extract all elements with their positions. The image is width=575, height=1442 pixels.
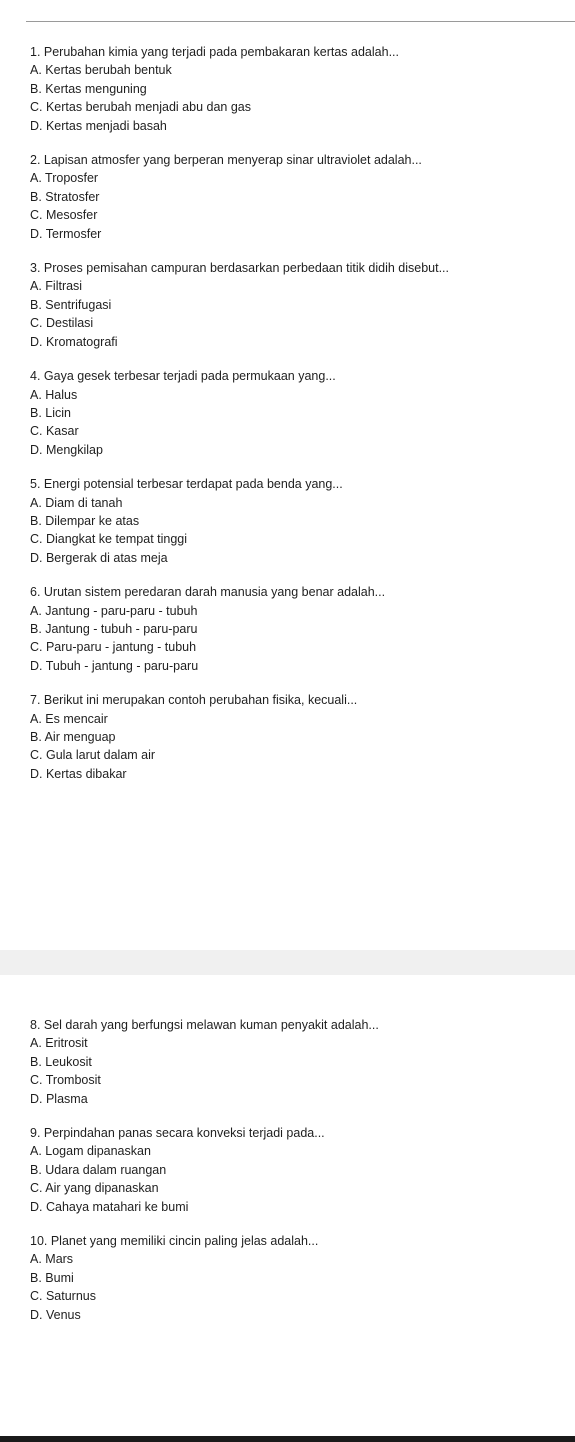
answer-option: C. Kasar: [30, 424, 79, 439]
answer-option: B. Kertas menguning: [30, 81, 147, 96]
answer-option: B. Sentrifugasi: [30, 297, 112, 312]
answer-option: A. Filtrasi: [30, 279, 83, 294]
question-block: [30, 43, 570, 135]
bottom-edge-bar: [0, 1436, 575, 1442]
answer-option: B. Air menguap: [30, 730, 116, 744]
answer-option: B. Leukosit: [30, 1054, 92, 1069]
answer-option: A. Mars: [30, 1252, 74, 1267]
question-text: 8. Sel darah yang berfungsi melawan kuman penyakit adalah...: [30, 1018, 379, 1032]
question-text: 4. Gaya gesek terbesar terjadi pada permukaan yang...: [30, 369, 336, 384]
answer-option: C. Mesosfer: [30, 208, 98, 223]
answer-option: A. Halus: [30, 387, 78, 402]
header-rule: [26, 21, 575, 22]
answer-option: C. Saturnus: [30, 1289, 97, 1304]
answer-option: C. Paru-paru - jantung - tubuh: [30, 640, 197, 655]
question-block: [30, 1016, 570, 1108]
question-block: [30, 1232, 570, 1324]
question-text: 9. Perpindahan panas secara konveksi terjadi pada...: [30, 1126, 325, 1141]
answer-option: B. Licin: [30, 405, 71, 420]
answer-option: D. Kertas menjadi basah: [30, 118, 167, 133]
question-text: 10. Planet yang memiliki cincin paling jelas adalah...: [30, 1234, 319, 1249]
answer-option: B. Udara dalam ruangan: [30, 1162, 167, 1177]
answer-option: D. Cahaya matahari ke bumi: [30, 1199, 189, 1214]
answer-option: A. Diam di tanah: [30, 495, 123, 510]
answer-option: D. Kromatografi: [30, 334, 118, 349]
question-text: 2. Lapisan atmosfer yang berperan menyerap sinar ultraviolet adalah...: [30, 153, 422, 168]
answer-option: D. Mengkilap: [30, 442, 103, 457]
answer-option: A. Logam dipanaskan: [30, 1144, 151, 1159]
question-list: [30, 1016, 570, 1340]
question-text: 6. Urutan sistem peredaran darah manusia yang benar adalah...: [30, 585, 386, 600]
answer-option: A. Eritrosit: [30, 1036, 88, 1051]
answer-option: B. Jantung - tubuh - paru-paru: [30, 621, 198, 636]
question-text: 3. Proses pemisahan campuran berdasarkan perbedaan titik didih disebut...: [30, 261, 450, 276]
question-block: [30, 259, 570, 351]
answer-option: D. Kertas dibakar: [30, 766, 127, 781]
answer-option: D. Termosfer: [30, 226, 102, 241]
answer-option: C. Diangkat ke tempat tinggi: [30, 532, 188, 547]
question-text: 1. Perubahan kimia yang terjadi pada pembakaran kertas adalah...: [30, 45, 399, 59]
answer-option: A. Jantung - paru-paru - tubuh: [30, 603, 198, 618]
question-block: [30, 151, 570, 243]
answer-option: D. Bergerak di atas meja: [30, 550, 168, 565]
question-block: [30, 691, 570, 783]
answer-option: C. Kertas berubah menjadi abu dan gas: [30, 100, 251, 115]
page-separator: [0, 950, 575, 975]
answer-option: B. Bumi: [30, 1270, 74, 1285]
answer-option: C. Gula larut dalam air: [30, 748, 156, 763]
answer-option: B. Dilempar ke atas: [30, 513, 140, 528]
answer-option: C. Air yang dipanaskan: [30, 1181, 159, 1196]
document-page-2: [0, 975, 575, 1436]
answer-option: C. Trombosit: [30, 1073, 101, 1088]
question-block: [30, 583, 570, 675]
question-text: 5. Energi potensial terbesar terdapat pada benda yang...: [30, 477, 343, 492]
answer-option: A. Troposfer: [30, 171, 99, 186]
answer-option: D. Venus: [30, 1307, 81, 1322]
answer-option: B. Stratosfer: [30, 189, 100, 204]
question-list: [30, 43, 570, 799]
answer-option: D. Plasma: [30, 1091, 88, 1106]
answer-option: A. Kertas berubah bentuk: [30, 63, 172, 78]
question-text: 7. Berikut ini merupakan contoh perubahan fisika, kecuali...: [30, 693, 358, 708]
question-block: [30, 1124, 570, 1216]
answer-option: C. Destilasi: [30, 316, 94, 331]
answer-option: D. Tubuh - jantung - paru-paru: [30, 658, 199, 673]
question-block: [30, 475, 570, 567]
question-block: [30, 367, 570, 459]
answer-option: A. Es mencair: [30, 711, 108, 726]
